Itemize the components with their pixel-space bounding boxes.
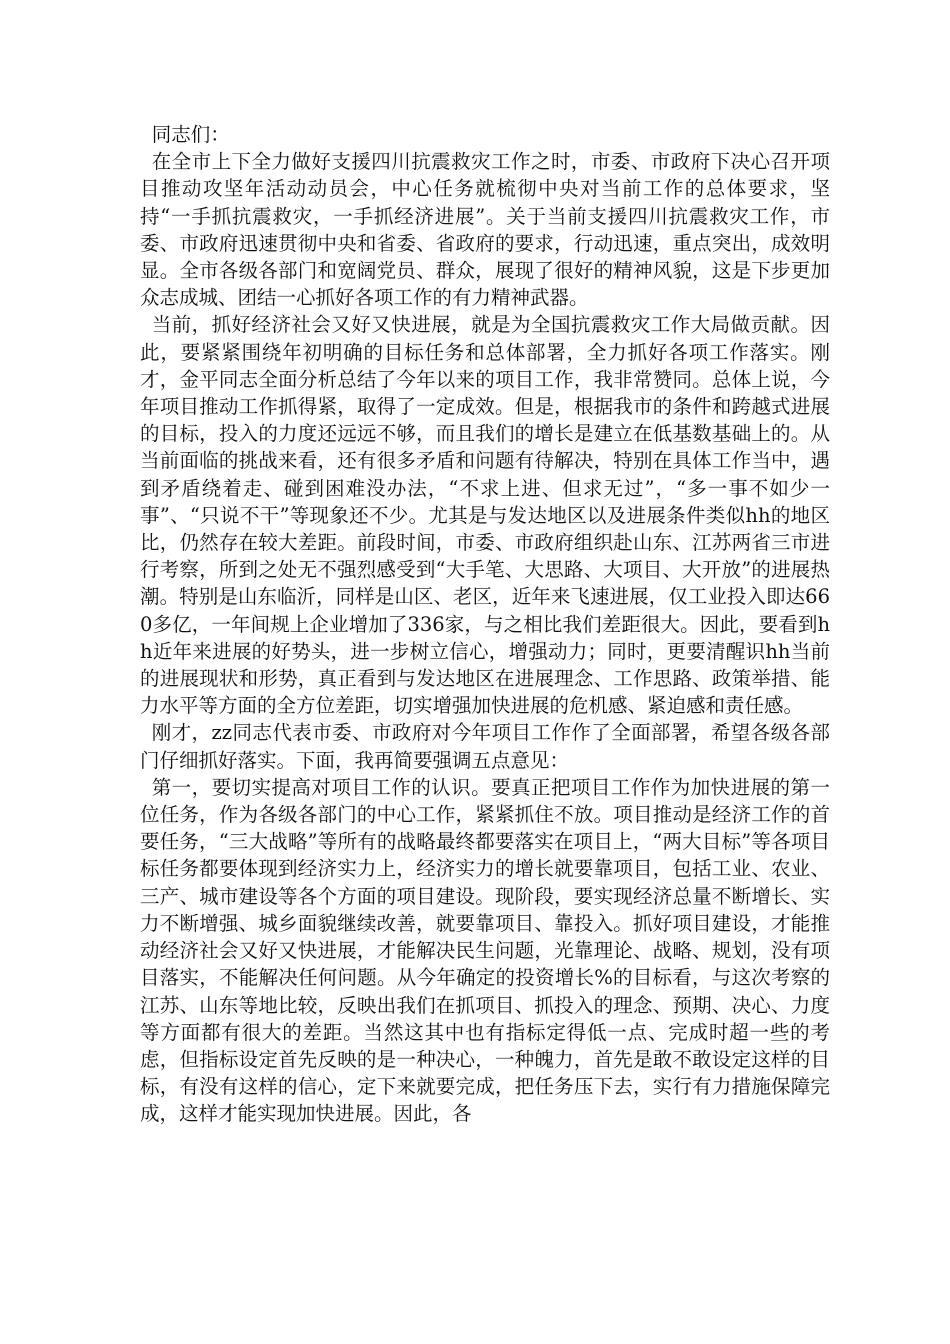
salutation: 同志们： (151, 123, 230, 146)
paragraph-4: 第一，要切实提高对项目工作的认识。要真正把项目工作作为加快进展的第一位任务，作为各级各部门的中心工作，紧紧抓住不放。项目推动是经济工作的首要任务，“三大战略”等所有的战略最终都要落实在项目上，“两大目标”等各项目标任务都要体现到经济实力上，经济实力的增长就要靠项目，包括工业、农业、三产、城市建设等各个方面的项目建设。现阶段，要实现经济总量不断增长、实力不断增强、城乡面貌继续改善，就要靠项目、靠投入。抓好项目建设，才能推动经济社会又好又快进展，才能解决民生问题，光靠理论、战略、规划，没有项目落实，不能解决任何问题。从今年确定的投资增长%的目标看，与这次考察的江苏、山东等地比较，反映出我们在抓项目、抓投入的理念、预期、决心、力度等方面都有很大的差距。当然这其中也有指标定得低一点、完成时超一些的考虑，但指标设定首先反映的是一种决心，一种魄力，首先是敢不敢设定这样的目标，有没有这样的信心，定下来就要完成，把任务压下去，实行有力措施保障完成，这样才能实现加快进展。因此，各 (140, 775, 830, 1126)
document-body (140, 121, 830, 1128)
paragraph-3: 刚才，zz同志代表市委、市政府对今年项目工作作了全面部署，希望各级各部门仔细抓好落实。下面，我再简要强调五点意见： (140, 721, 830, 772)
paragraph-1: 在全市上下全力做好支援四川抗震救灾工作之时，市委、市政府下决心召开项目推动攻坚年活动动员会，中心任务就梳彻中央对当前工作的总体要求，坚持“一手抓抗震救灾，一手抓经济进展”。关于当前支援四川抗震救灾工作，市委、市政府迅速贯彻中央和省委、省政府的要求，行动迅速，重点突出，成效明显。全市各级各部门和宽阔党员、群众，展现了很好的精神风貌，这是下步更加众志成城、团结一心抓好各项工作的有力精神武器。 (140, 150, 830, 310)
paragraph-2: 当前，抓好经济社会又好又快进展，就是为全国抗震救灾工作大局做贡献。因此，要紧紧围绕年初明确的目标任务和总体部署，全力抓好各项工作落实。刚才，金平同志全面分析总结了今年以来的项目工作，我非常赞同。总体上说，今年项目推动工作抓得紧，取得了一定成效。但是，根据我市的条件和跨越式进展的目标，投入的力度还远远不够，而且我们的增长是建立在低基数基础上的。从当前面临的挑战来看，还有很多矛盾和问题有待解决，特别在具体工作当中，遇到矛盾绕着走、碰到困难没办法，“不求上进、但求无过”，“多一事不如少一事”、“只说不干”等现象还不少。尤其是与发达地区以及进展条件类似hh的地区比，仍然存在较大差距。前段时间，市委、市政府组织赴山东、江苏两省三市进行考察，所到之处无不强烈感受到“大手笔、大思路、大项目、大开放”的进展热潮。特别是山东临沂，同样是山区、老区，近年来飞速进展，仅工业投入即达660多亿，一年间规上企业增加了336家，与之相比我们差距很大。因此，要看到hh近年来进展的好势头，进一步树立信心，增强动力；同时，更要清醒识hh当前的进展现状和形势，真正看到与发达地区在进展理念、工作思路、政策举措、能力水平等方面的全方位差距，切实增强加快进展的危机感、紧迫感和责任感。 (140, 313, 830, 718)
